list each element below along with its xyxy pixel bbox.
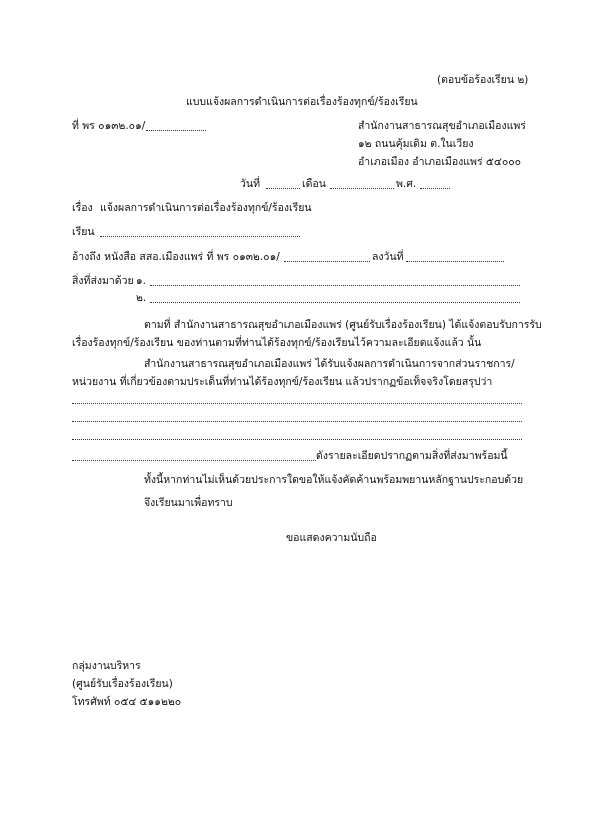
date-day-label: วันที่ (240, 178, 260, 190)
reference-text: อ้างถึง หนังสือ สสอ.เมืองแพร่ ที่ พร ๐๑๓๒.๐๑/ (72, 251, 280, 263)
reference-number-field[interactable] (146, 130, 206, 131)
recipient-field[interactable] (100, 236, 300, 237)
paragraph-2-line-2: หน่วยงาน ที่เกี่ยวข้องตามประเด็นที่ท่านได้ร้องทุกข์/ร้องเรียน แล้วปรากฏข้อเท็จจริงโดยสรุปว่า (72, 376, 493, 388)
date-year-field[interactable] (420, 188, 450, 189)
document-title: แบบแจ้งผลการดำเนินการต่อเรื่องร้องทุกข์/ร้องเรียน (186, 96, 418, 108)
paragraph-1-line-1: ตามที่ สำนักงานสาธารณสุขอำเภอเมืองแพร่ (ศูนย์รับเรื่องร้องเรียน) ได้แจ้งตอบรับการรับ (144, 319, 542, 331)
summary-field-line-3[interactable] (72, 439, 522, 440)
subject-text: แจ้งผลการดำเนินการต่อเรื่องร้องทุกข์/ร้องเรียน (100, 202, 312, 214)
footer-telephone: โทรศัพท์ ๐๕๔ ๕๑๑๒๒๐ (72, 696, 182, 708)
reference-number-label: ที่ พร ๐๑๓๒.๐๑/ (72, 120, 146, 132)
detail-attached-text: ดังรายละเอียดปรากฏตามสิ่งที่ส่งมาพร้อมนี้ (316, 450, 508, 462)
date-month-field[interactable] (330, 188, 394, 189)
date-year-label: พ.ศ. (396, 178, 417, 190)
office-address-line1: ๑๒ ถนนคุ้มเดิม ต.ในเวียง (358, 138, 474, 150)
paragraph-2-line-1: สำนักงานสาธารณสุขอำเภอเมืองแพร่ ได้รับแจ้งผลการดำเนินการจากส่วนราชการ/ (144, 358, 515, 370)
enclosure-field-2[interactable] (150, 302, 520, 303)
paragraph-3: ทั้งนี้หากท่านไม่เห็นด้วยประการใดขอให้แจ้งคัดค้านพร้อมพยานหลักฐานประกอบด้วย (144, 474, 524, 486)
date-day-field[interactable] (266, 188, 300, 189)
reference-doc-number-field[interactable] (284, 261, 370, 262)
subject-label: เรื่อง (72, 202, 93, 214)
office-name: สำนักงานสาธารณสุขอำเภอเมืองแพร่ (358, 120, 526, 132)
form-tag: (ตอบข้อร้องเรียน ๒) (437, 74, 529, 86)
enclosure-number-2: ๒. (136, 292, 147, 304)
enclosure-number-1: ๑. (136, 275, 147, 287)
summary-field-line-1[interactable] (72, 403, 522, 404)
closing-text: ขอแสดงความนับถือ (286, 532, 377, 544)
paragraph-4: จึงเรียนมาเพื่อทราบ (144, 497, 233, 509)
enclosure-label: สิ่งที่ส่งมาด้วย (72, 275, 134, 287)
reference-date-label: ลงวันที่ (372, 251, 404, 263)
summary-field-line-2[interactable] (72, 421, 522, 422)
to-label: เรียน (72, 226, 95, 238)
date-month-label: เดือน (302, 178, 326, 190)
footer-department: กลุ่มงานบริหาร (72, 660, 141, 672)
enclosure-field-1[interactable] (150, 285, 520, 286)
reference-date-field[interactable] (406, 261, 504, 262)
summary-field-line-4[interactable] (72, 460, 316, 461)
office-address-line2: อำเภอเมือง อำเภอเมืองแพร่ ๕๔๐๐๐ (358, 156, 522, 168)
paragraph-1-line-2: เรื่องร้องทุกข์/ร้องเรียน ของท่านตามที่ท่านได้ร้องทุกข์/ร้องเรียนไว้ความละเอียดแจ้งแล้ว นั้น (72, 337, 482, 349)
footer-center: (ศูนย์รับเรื่องร้องเรียน) (72, 678, 173, 690)
